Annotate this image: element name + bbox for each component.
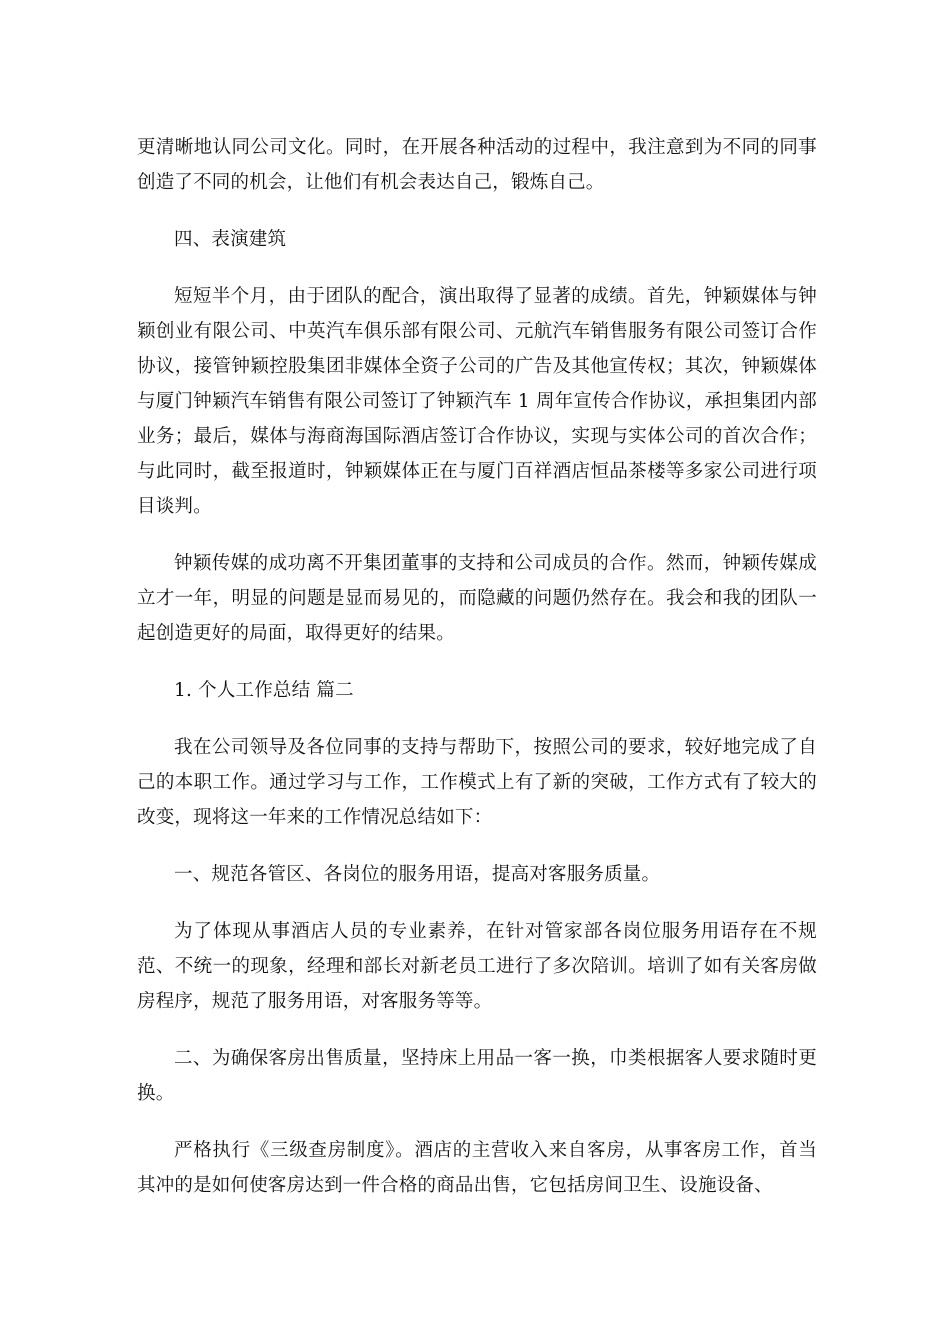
paragraph-training: 为了体现从事酒店人员的专业素养，在针对管家部各岗位服务用语存在不规范、不统一的现象，经理和部长对新老员工进行了多次陪训。培训了如有关客房做房程序，规范了服务用语，对客服务等等。: [137, 921, 817, 1012]
paragraph-success: 钟颖传媒的成功离不开集团董事的支持和公司成员的合作。然而，钟颖传媒成立才一年，明显的问题是显而易见的，而隐藏的问题仍然存在。我会和我的团队一起创造更好的局面，取得更好的结果。: [137, 553, 817, 644]
section-heading-summary-two: 1. 个人工作总结 篇二: [174, 680, 354, 701]
paragraph-culture: 更清晰地认同公司文化。同时，在开展各种活动的过程中，我注意到为不同的同事创造了不同的机会，让他们有机会表达自己，锻炼自己。: [137, 137, 817, 193]
section-heading-room-quality: 二、为确保客房出售质量，坚持床上用品一客一换，巾类根据客人要求随时更换。: [137, 1048, 817, 1104]
section-heading-performance: 四、表演建筑: [174, 229, 287, 250]
section-heading-service-language: 一、规范各管区、各岗位的服务用语，提高对客服务质量。: [174, 864, 661, 885]
paragraph-intro: 我在公司领导及各位同事的支持与帮助下，按照公司的要求，较好地完成了自己的本职工作。通过学习与工作，工作模式上有了新的突破，工作方式有了较大的改变，现将这一年来的工作情况总结如下：: [137, 737, 817, 828]
paragraph-inspection: 严格执行《三级查房制度》。酒店的主营收入来自客房，从事客房工作，首当其冲的是如何使客房达到一件合格的商品出售，它包括房间卫生、设施设备、: [137, 1140, 817, 1196]
document-body: [137, 130, 817, 1225]
paragraph-achievements: 短短半个月，由于团队的配合，演出取得了显著的成绩。首先，钟颖媒体与钟颖创业有限公司、中英汽车俱乐部有限公司、元航汽车销售服务有限公司签订合作协议，接管钟颖控股集团非媒体全资子公司的广告及其他宣传权；其次，钟颖媒体与厦门钟颖汽车销售有限公司签订了钟颖汽车 1 周年宣传合作协议，承担集团内部业务；最后，媒体与海商海国际酒店签订合作协议，实现与实体公司的首次合作；与此同时，截至报道时，钟颖媒体正在与厦门百祥酒店恒品茶楼等多家公司进行项目谈判。: [137, 286, 817, 517]
